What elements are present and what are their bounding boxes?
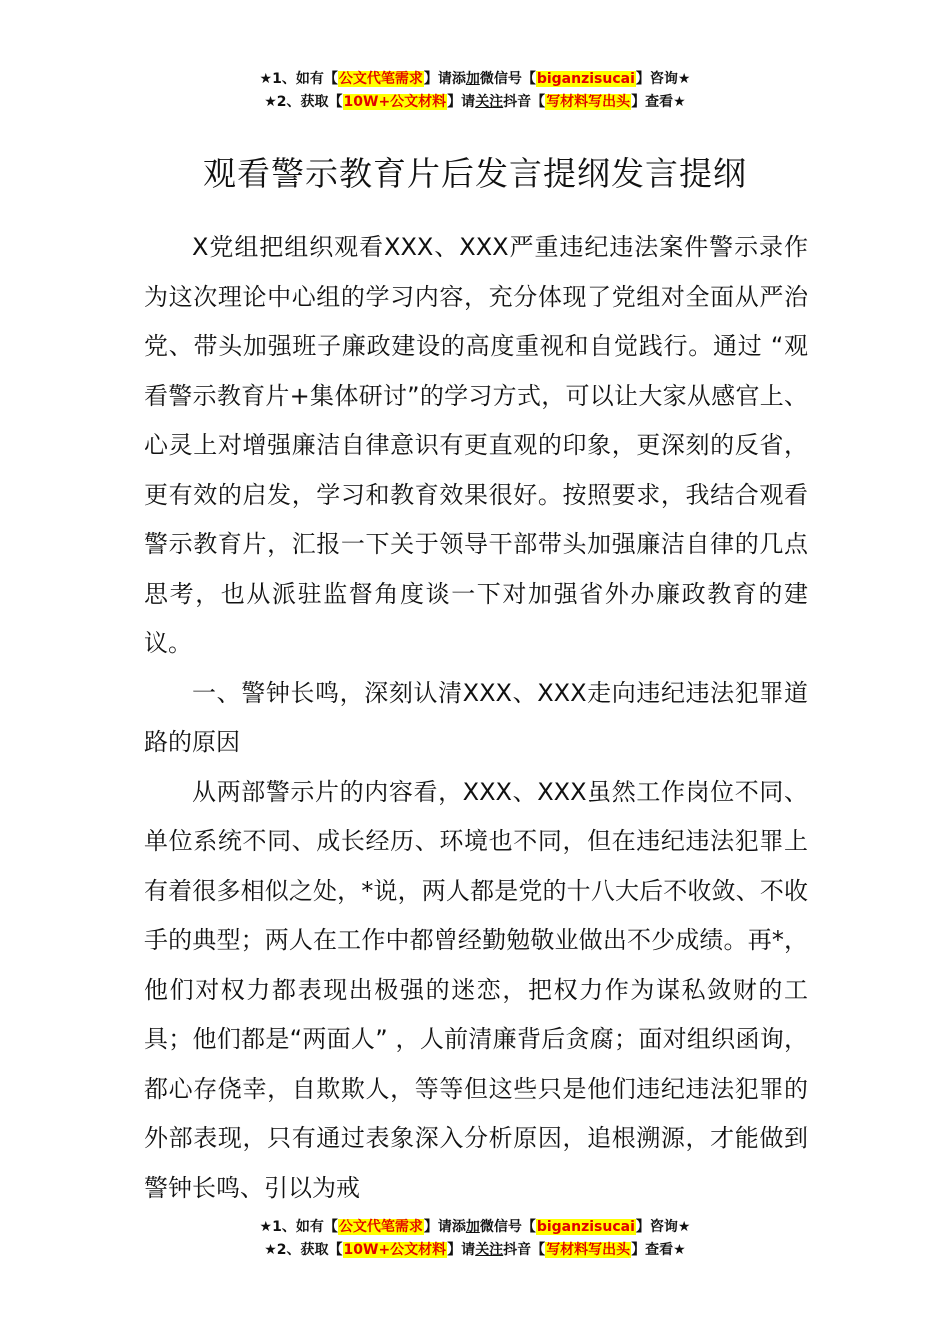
- banner-line-2: [0, 91, 950, 114]
- banner-highlight: 10W+公文材料: [343, 94, 447, 110]
- banner-underlined: 加: [465, 1219, 480, 1235]
- banner-line-1: [0, 1216, 950, 1239]
- banner-highlight: 公文代笔需求: [338, 1219, 423, 1235]
- body-paragraph: X党组把组织观看XXX、XXX严重违纪违法案件警示录作为这次理论中心组的学习内容，充分体现了党组对全面从严治党、带头加强班子廉政建设的高度重视和自觉践行。通过 “观看警示教育片+集体研讨”的学习方式，可以让大家从感官上、心灵上对增强廉洁自律意识有更直观的印象，更深刻的反省，更有效的启发，学习和教育效果很好。按照要求，我结合观看警示教育片，汇报一下关于领导干部带头加强廉洁自律的几点思考，也从派驻监督角度谈一下对加强省外办廉政教育的建议。: [144, 233, 808, 657]
- banner-text: 抖音【: [503, 94, 546, 110]
- banner-text: 】请: [447, 1242, 476, 1258]
- section-heading: 一、警钟长鸣，深刻认清XXX、XXX走向违纪违法犯罪道路的原因: [144, 678, 808, 756]
- banner-highlight: biganzisucai: [536, 1219, 635, 1235]
- banner-text: ★1、如有【: [259, 71, 338, 87]
- banner-highlight: 10W+公文材料: [343, 1242, 447, 1258]
- body-paragraph: 从两部警示片的内容看，XXX、XXX虽然工作岗位不同、单位系统不同、成长经历、环境也不同，但在违纪违法犯罪上有着很多相似之处，*说，两人都是党的十八大后不收敛、不收手的典型；两人在工作中都曾经勤勉敬业做出不少成绩。再*，他们对权力都表现出极强的迷恋，把权力作为谋私敛财的工具；他们都是“两面人” ，人前清廉背后贪腐；面对组织函询，都心存侥幸，自欺欺人，等等但这些只是他们违纪违法犯罪的外部表现，只有通过表象深入分析原因，追根溯源，才能做到警钟长鸣、引以为戒: [144, 777, 808, 1202]
- document-body: [144, 223, 808, 1213]
- banner-line-1: [0, 68, 950, 91]
- banner-highlight: 写材料写出头: [546, 1242, 631, 1258]
- banner-text: ★2、获取【: [264, 94, 343, 110]
- document-title: 观看警示教育片后发言提纲发言提纲: [203, 154, 747, 194]
- banner-text: 】咨询★: [635, 71, 691, 87]
- banner-text: 】查看★: [631, 1242, 686, 1258]
- banner-highlight: 公文代笔需求: [338, 71, 423, 87]
- banner-text: 】请: [447, 94, 476, 110]
- banner-text: 微信号【: [479, 71, 536, 87]
- banner-text: 】咨询★: [635, 1219, 691, 1235]
- banner-text: 抖音【: [503, 1242, 546, 1258]
- banner-underlined: 加: [465, 71, 480, 87]
- banner-text: 】查看★: [631, 94, 686, 110]
- banner-highlight: 写材料写出头: [546, 94, 631, 110]
- banner-text: ★2、获取【: [264, 1242, 343, 1258]
- banner-text: 】请添: [423, 1219, 466, 1235]
- banner-line-2: [0, 1239, 950, 1262]
- top-banner: [0, 68, 950, 114]
- banner-underlined: 关注: [475, 94, 504, 110]
- banner-text: 】请添: [423, 71, 466, 87]
- banner-highlight: biganzisucai: [536, 71, 635, 87]
- bottom-banner: [0, 1216, 950, 1262]
- banner-text: 微信号【: [479, 1219, 536, 1235]
- banner-text: ★1、如有【: [259, 1219, 338, 1235]
- banner-underlined: 关注: [475, 1242, 504, 1258]
